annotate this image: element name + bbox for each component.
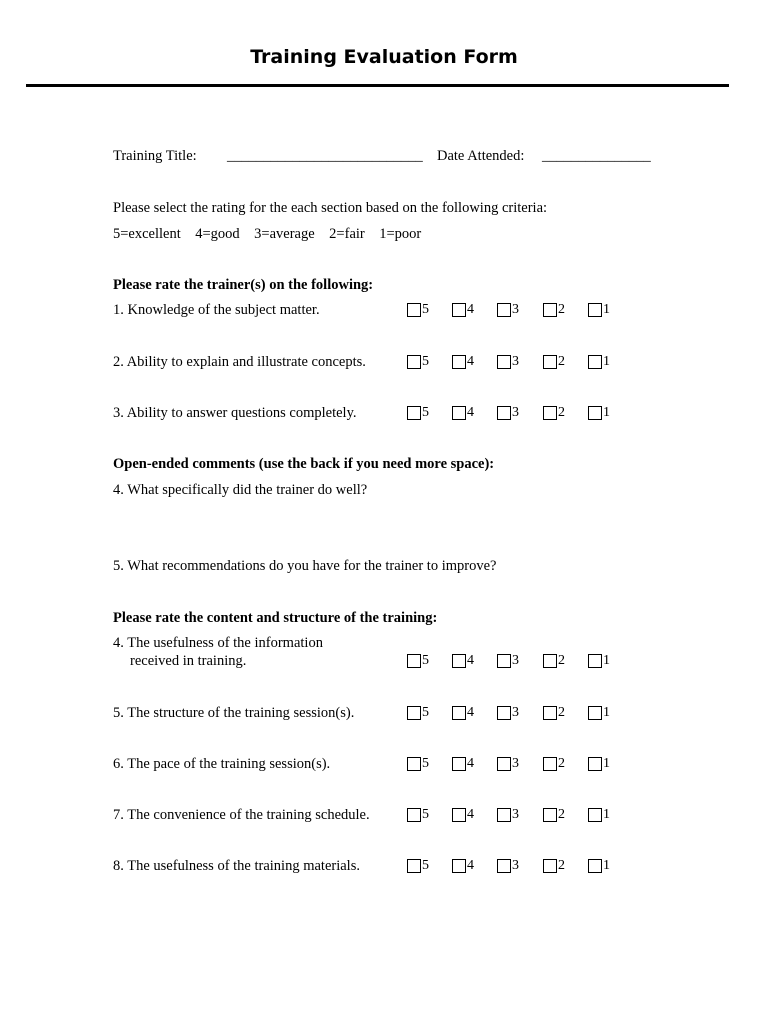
rating-label: 1 [603,756,610,771]
checkbox-square[interactable] [497,859,511,873]
content-item-7: 7. The convenience of the training schedule. [113,807,370,823]
rating-checkbox-5[interactable] [407,301,429,319]
rating-label: 3 [512,302,519,317]
rating-checkbox-3[interactable] [497,652,519,670]
checkbox-square[interactable] [588,355,602,369]
rating-checkbox-2[interactable] [543,857,565,875]
rating-label: 1 [603,705,610,720]
checkbox-square[interactable] [452,808,466,822]
rating-checkbox-2[interactable] [543,652,565,670]
rating-label: 3 [512,653,519,668]
rating-checkbox-1[interactable] [588,704,610,722]
rating-label: 4 [467,354,474,369]
rating-label: 5 [422,405,429,420]
rating-label: 5 [422,756,429,771]
rating-label: 5 [422,705,429,720]
rating-checkbox-1[interactable] [588,857,610,875]
title-divider [26,84,729,87]
rating-checkbox-4[interactable] [452,652,474,670]
rating-label: 4 [467,705,474,720]
rating-label: 3 [512,354,519,369]
checkbox-square[interactable] [588,654,602,668]
checkbox-square[interactable] [543,406,557,420]
rating-checkbox-5[interactable] [407,857,429,875]
date-attended-field[interactable]: _______________ [542,148,651,164]
checkbox-square[interactable] [497,706,511,720]
checkbox-square[interactable] [497,355,511,369]
rating-label: 2 [558,705,565,720]
checkbox-square[interactable] [497,654,511,668]
trainer-item-3: 3. Ability to answer questions completely. [113,405,357,421]
content-item-6: 6. The pace of the training session(s). [113,756,331,772]
rating-checkbox-2[interactable] [543,806,565,824]
checkbox-square[interactable] [452,757,466,771]
rating-checkbox-2[interactable] [543,704,565,722]
rating-checkbox-3[interactable] [497,301,519,319]
rating-label: 4 [467,405,474,420]
rating-label: 4 [467,653,474,668]
rating-label: 5 [422,354,429,369]
rating-checkbox-5[interactable] [407,755,429,773]
checkbox-square[interactable] [588,706,602,720]
checkbox-square[interactable] [543,303,557,317]
checkbox-square[interactable] [452,859,466,873]
checkbox-square[interactable] [543,654,557,668]
checkbox-square[interactable] [407,808,421,822]
rating-checkbox-2[interactable] [543,353,565,371]
checkbox-square[interactable] [407,757,421,771]
rating-checkbox-3[interactable] [497,704,519,722]
checkbox-square[interactable] [497,303,511,317]
checkbox-square[interactable] [588,859,602,873]
rating-checkbox-2[interactable] [543,301,565,319]
rating-label: 4 [467,807,474,822]
rating-label: 4 [467,858,474,873]
content-item-8: 8. The usefulness of the training materials. [113,858,360,874]
content-item-4-line1: 4. The usefulness of the information [113,635,323,651]
rating-label: 1 [603,807,610,822]
instructions-text: Please select the rating for the each section based on the following criteria: [113,200,548,216]
checkbox-square[interactable] [452,706,466,720]
checkbox-square[interactable] [407,303,421,317]
checkbox-square[interactable] [588,808,602,822]
checkbox-square[interactable] [452,303,466,317]
rating-checkbox-1[interactable] [588,404,610,422]
checkbox-square[interactable] [588,406,602,420]
comments-section-heading: Open-ended comments (use the back if you need more space): [113,456,495,472]
rating-criteria: 5=excellent 4=good 3=average 2=fair 1=poor [113,226,422,242]
rating-checkbox-1[interactable] [588,353,610,371]
rating-checkbox-3[interactable] [497,353,519,371]
rating-label: 3 [512,705,519,720]
page-title: Training Evaluation Form [250,46,518,68]
rating-checkbox-4[interactable] [452,353,474,371]
rating-checkbox-5[interactable] [407,704,429,722]
rating-label: 3 [512,405,519,420]
rating-label: 2 [558,354,565,369]
rating-label: 1 [603,405,610,420]
rating-label: 3 [512,858,519,873]
checkbox-square[interactable] [497,808,511,822]
rating-checkbox-5[interactable] [407,353,429,371]
checkbox-square[interactable] [407,355,421,369]
rating-label: 4 [467,756,474,771]
rating-label: 2 [558,653,565,668]
checkbox-square[interactable] [543,706,557,720]
rating-checkbox-4[interactable] [452,301,474,319]
rating-checkbox-5[interactable] [407,806,429,824]
checkbox-square[interactable] [588,757,602,771]
rating-label: 2 [558,756,565,771]
rating-label: 4 [467,302,474,317]
rating-label: 2 [558,302,565,317]
checkbox-square[interactable] [543,757,557,771]
training-title-label: Training Title: [113,148,197,164]
training-title-field[interactable]: ___________________________ [227,148,423,164]
comment-question-5: 5. What recommendations do you have for the trainer to improve? [113,558,497,574]
rating-label: 5 [422,807,429,822]
rating-label: 5 [422,302,429,317]
rating-checkbox-2[interactable] [543,755,565,773]
rating-checkbox-4[interactable] [452,404,474,422]
rating-checkbox-4[interactable] [452,806,474,824]
rating-checkbox-3[interactable] [497,857,519,875]
checkbox-square[interactable] [407,406,421,420]
rating-checkbox-1[interactable] [588,652,610,670]
checkbox-square[interactable] [407,706,421,720]
rating-label: 3 [512,807,519,822]
content-item-5: 5. The structure of the training session(s). [113,705,355,721]
checkbox-square[interactable] [407,859,421,873]
checkbox-square[interactable] [588,303,602,317]
rating-label: 1 [603,858,610,873]
rating-checkbox-1[interactable] [588,755,610,773]
rating-checkbox-1[interactable] [588,301,610,319]
rating-checkbox-4[interactable] [452,857,474,875]
rating-label: 1 [603,302,610,317]
trainer-section-heading: Please rate the trainer(s) on the following: [113,277,374,293]
rating-label: 1 [603,653,610,668]
checkbox-square[interactable] [452,355,466,369]
trainer-item-2: 2. Ability to explain and illustrate concepts. [113,354,366,370]
trainer-item-1: 1. Knowledge of the subject matter. [113,302,320,318]
checkbox-square[interactable] [452,406,466,420]
rating-checkbox-2[interactable] [543,404,565,422]
rating-label: 3 [512,756,519,771]
checkbox-square[interactable] [452,654,466,668]
rating-label: 5 [422,653,429,668]
rating-checkbox-5[interactable] [407,652,429,670]
rating-checkbox-4[interactable] [452,704,474,722]
rating-checkbox-1[interactable] [588,806,610,824]
checkbox-square[interactable] [543,859,557,873]
comment-question-4: 4. What specifically did the trainer do well? [113,482,368,498]
checkbox-square[interactable] [497,757,511,771]
content-section-heading: Please rate the content and structure of the training: [113,610,438,626]
checkbox-square[interactable] [407,654,421,668]
checkbox-square[interactable] [497,406,511,420]
rating-label: 2 [558,405,565,420]
rating-label: 2 [558,807,565,822]
rating-checkbox-3[interactable] [497,806,519,824]
rating-checkbox-4[interactable] [452,755,474,773]
rating-label: 2 [558,858,565,873]
content-item-4-line2: received in training. [130,653,247,669]
checkbox-square[interactable] [543,355,557,369]
rating-checkbox-3[interactable] [497,755,519,773]
rating-label: 5 [422,858,429,873]
checkbox-square[interactable] [543,808,557,822]
date-attended-label: Date Attended: [437,148,525,164]
rating-label: 1 [603,354,610,369]
rating-checkbox-5[interactable] [407,404,429,422]
rating-checkbox-3[interactable] [497,404,519,422]
